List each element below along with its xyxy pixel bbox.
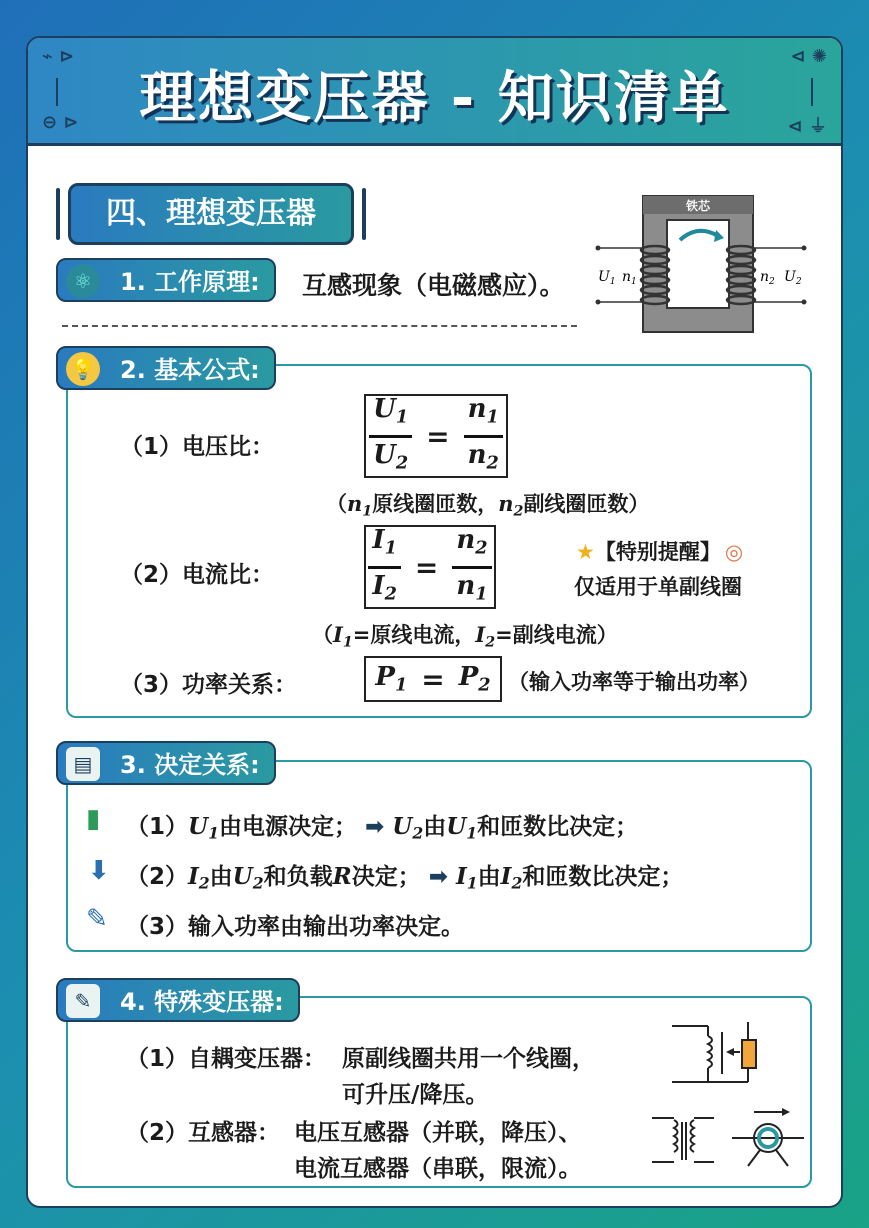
current-transformer-icon bbox=[728, 1104, 808, 1174]
mutual-transformer-text-1: 电压互感器（并联，降压）、 bbox=[294, 1120, 582, 1146]
bulb-icon: ⊲ ✺ bbox=[790, 46, 827, 67]
auto-transformer-text-2: 可升压/降压。 bbox=[342, 1082, 489, 1108]
dashed-divider bbox=[62, 325, 577, 327]
transformer-diagram bbox=[588, 188, 818, 338]
header-banner bbox=[28, 38, 841, 146]
principle-label: 1. 工作原理: bbox=[120, 268, 260, 296]
mutual-transformer-text-2: 电流互感器（串联，限流）。 bbox=[294, 1156, 582, 1182]
formulas-label: 2. 基本公式: bbox=[120, 356, 260, 384]
decision-item-3: （3）输入功率由输出功率决定。 bbox=[126, 914, 465, 940]
arrow-right-icon-2: ➡ bbox=[428, 864, 449, 890]
decision-item-2: $(2)I_2$由$U_2$和负载R决定； ➡ $I_1$由$I_2$和匝数比决定； bbox=[126, 863, 684, 893]
section-title: 四、理想变压器 bbox=[68, 183, 354, 245]
voltage-transformer-icon bbox=[648, 1108, 718, 1174]
plug-icon: ⌁ ⊳ bbox=[42, 46, 75, 67]
decision-tag bbox=[56, 741, 276, 785]
star-icon: ★ bbox=[576, 540, 595, 564]
principle-tag bbox=[56, 258, 276, 302]
edit-note-icon: ✎ bbox=[86, 904, 108, 934]
reminder-title: ★【特别提醒】 ◎ bbox=[576, 540, 744, 564]
section-bracket-left bbox=[56, 188, 60, 240]
pencil-note-icon: ✎ bbox=[66, 984, 100, 1018]
minus-icon: ⊖ ⊳ bbox=[42, 112, 79, 133]
page-title: 理想变压器 - 知识清单 bbox=[139, 66, 730, 131]
lightbulb-icon: 💡 bbox=[66, 352, 100, 386]
auto-transformer-label: （1）自耦变压器： bbox=[126, 1046, 327, 1072]
core-window bbox=[667, 220, 729, 308]
section-bracket-right bbox=[362, 188, 366, 240]
auto-transformer-text-1: 原副线圈共用一个线圈， bbox=[342, 1046, 595, 1072]
battery-icon: ▮ bbox=[86, 804, 101, 834]
current-ratio-formula: $\frac{I_1}{I_2}$ = $\frac{n_2}{n_1}$ bbox=[364, 525, 496, 609]
n2-label: $n_2$ bbox=[760, 269, 775, 287]
arrow-right-icon-1: ➡ bbox=[364, 814, 385, 840]
n1-label: $n_1$ bbox=[622, 269, 637, 287]
ring-icon: ◎ bbox=[724, 540, 744, 564]
decision-label: 3. 决定关系: bbox=[120, 751, 260, 779]
u1-label: $U_1$ bbox=[598, 269, 616, 287]
current-ratio-note: （$I_1=$原线电流，$I_2=$副线电流） bbox=[312, 622, 618, 651]
notes-icon: ▤ bbox=[66, 747, 100, 781]
auto-transformer-icon bbox=[668, 1014, 778, 1094]
poster-card bbox=[26, 36, 843, 1208]
arrow-down-icon: ⬇ bbox=[88, 856, 110, 886]
ground-icon: ⊲ ⏚ bbox=[787, 116, 827, 137]
voltage-ratio-formula: $\frac{U_1}{U_2}$ = $\frac{n_1}{n_2}$ bbox=[364, 394, 508, 478]
power-relation-label: （3）功率关系： bbox=[120, 672, 298, 698]
power-relation-note: （输入功率等于输出功率） bbox=[508, 670, 760, 694]
principle-text: 互感现象（电磁感应）。 bbox=[302, 271, 565, 300]
formulas-tag bbox=[56, 346, 276, 390]
current-ratio-label: （2）电流比： bbox=[120, 562, 275, 588]
u2-label: $U_2$ bbox=[784, 269, 802, 287]
special-tag bbox=[56, 978, 300, 1022]
atom-icon: ⚛ bbox=[66, 264, 100, 298]
mutual-transformer-label: （2）互感器： bbox=[126, 1120, 281, 1146]
power-relation-formula: $P_1$ = $P_2$ bbox=[364, 656, 502, 702]
decision-item-1: $(1)U_1$由电源决定； ➡ $U_2$由$U_1$和匝数比决定； bbox=[126, 813, 639, 843]
special-label: 4. 特殊变压器: bbox=[120, 988, 284, 1016]
core-label: 铁芯 bbox=[685, 199, 711, 213]
reminder-text: 仅适用于单副线圈 bbox=[574, 575, 742, 599]
voltage-ratio-label: （1）电压比： bbox=[120, 434, 275, 460]
voltage-ratio-note: （$n_1$原线圈匝数，$n_2$副线圈匝数） bbox=[326, 491, 650, 520]
